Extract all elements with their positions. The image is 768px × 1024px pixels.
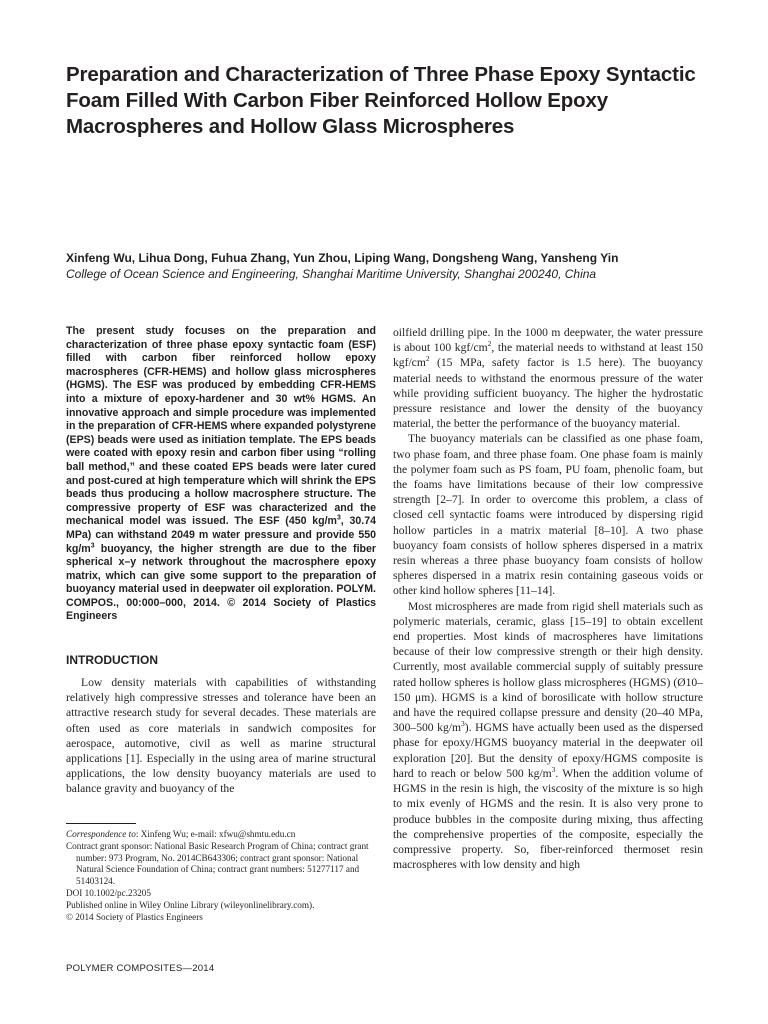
- correspondence-text: : Xinfeng Wu; e-mail: xfwu@shmtu.edu.cn: [135, 829, 296, 839]
- correspondence-label: Correspondence to: [66, 829, 136, 839]
- body-text: , the material needs to withstand at least 150 kgf/cm: [393, 341, 703, 370]
- abstract-superscript: 3: [336, 514, 341, 522]
- right-column: [393, 325, 703, 872]
- page-footer: POLYMER COMPOSITES—2014: [66, 963, 215, 974]
- published-note: Published online in Wiley Online Library (wileyonlinelibrary.com).: [66, 899, 315, 910]
- body-text: Most microspheres are made from rigid shell materials such as polymeric materials, ceramic, glass [15–19] to obtain excellent end properties. Most kinds of macrospheres have limitations because of their low compressive strength or their high density. Currently, most available commercial supply of suitably pressure rated hollow spheres is hollow glass microspheres (HGMS) (Ø10–150 μm). HGMS is a kind of borosilicate with hollow structure and have the required collapse pressure and density (20–40 MPa, 300–500 kg/m: [393, 599, 703, 735]
- correspondence-note: [66, 829, 376, 841]
- author-list: Xinfeng Wu, Lihua Dong, Fuhua Zhang, Yun Zhou, Liping Wang, Dongsheng Wang, Yansheng Yin: [66, 251, 619, 265]
- affiliation: College of Ocean Science and Engineering, Shanghai Maritime University, Shanghai 200240, China: [66, 267, 597, 281]
- section-heading-introduction: INTRODUCTION: [66, 653, 158, 667]
- body-paragraph: [393, 599, 703, 873]
- body-superscript: 3: [461, 719, 465, 729]
- footnote-divider: [66, 823, 136, 824]
- body-text: oilfield drilling pipe. In the 1000 m deepwater, the water pressure is about 100 kgf/cm: [393, 326, 703, 355]
- body-paragraph: [393, 325, 703, 431]
- footnotes: [66, 829, 376, 923]
- abstract-text-1: The present study focuses on the preparation and characterization of three phase epoxy syntactic foam (ESF) filled with carbon fiber reinforced hollow epoxy macrospheres (CFR-HEMS) and hollow glass microspheres (HGMS). The ESF was produced by embedding CFR-HEMS into a mixture of epoxy-hardener and 30 wt% HGMS. An innovative approach and simple procedure was implemented in the preparation of CFR-HEMS where expanded polystyrene (EPS) beads were used as initiation template. The EPS beads were coated with epoxy resin and carbon fiber using “rolling ball method,” and these coated EPS beads were later cured and post-cured at high temperature which will shrink the EPS beads thus producing a hollow macrosphere structure. The compressive property of ESF was characterized and the mechanical model was issued. The ESF (450 kg/m: [66, 325, 376, 528]
- grant-sponsor-note: Contract grant sponsor: National Basic Research Program of China; contract grant number: 973 Program, No. 2014CB643306; contract grant sponsor: National Natural Science Foundation of China; contract grant numbers: 51277117 and 51403124.: [66, 840, 369, 887]
- body-text: . When the addition volume of HGMS in the resin is high, the viscosity of the mixture is so high to mix evenly of HGMS and the resin. It is also very prone to produce bubbles in the composite during mixing, thus affecting the comprehensive properties of the composite, especially the compressive property. So, fiber-reinforced thermoset resin macrospheres with low density and high: [393, 766, 703, 872]
- body-superscript: 2: [425, 354, 430, 364]
- intro-column: [66, 675, 376, 797]
- body-text: (15 MPa, safety factor is 1.5 here). The buoyancy material needs to withstand the enormous pressure of the water while providing sufficient buoyancy. The higher the hydrostatic pressure resistance and lower the density of the buoyancy material, the better the performance of the buoyancy material.: [393, 356, 703, 431]
- copyright-note: © 2014 Society of Plastics Engineers: [66, 911, 203, 922]
- body-superscript: 3: [551, 765, 556, 775]
- abstract-text-2: , 30.74 MPa) can withstand 2049 m water pressure and provide 550 kg/m: [66, 515, 376, 555]
- abstract-superscript: 3: [90, 541, 95, 549]
- abstract-text-3: buoyancy, the higher strength are due to the fiber spherical x–y network throughout the macrosphere epoxy matrix, which can give some support to the preparation of buoyancy material used in deepwater oil exploration. POLYM. COMPOS., 00:000–000, 2014. © 2014 Society of Plastics Engineers: [66, 542, 376, 623]
- body-superscript: 2: [487, 339, 492, 349]
- abstract: [66, 325, 376, 624]
- intro-paragraph: Low density materials with capabilities of withstanding relatively high compressive stresses and tolerance have been an attractive research study for several decades. These materials are often used as core materials in sandwich composites for aerospace, automotive, civil as well as marine structural applications [1]. Especially in the using area of marine structural applications, the low density buoyancy materials are used to balance gravity and buoyancy of the: [66, 676, 376, 796]
- doi-note: DOI 10.1002/pc.23205: [66, 887, 151, 898]
- body-text: ). HGMS have actually been used as the dispersed phase for epoxy/HGMS buoyancy material in the deepwater oil exploration [20]. But the density of epoxy/HGMS composite is hard to reach or below 500 kg/m: [393, 721, 703, 780]
- body-paragraph: The buoyancy materials can be classified as one phase foam, two phase foam, and three phase foam. One phase foam is mainly the polymer foam such as PS foam, PU foam, phenolic foam, but the foams have limitations because of their low compressive strength [2–7]. In order to overcome this problem, a class of closed cell syntactic foams were introduced by dispersing rigid hollow particles in a matrix material [8–10]. A two phase buoyancy foam consists of hollow spheres dispersed in a matrix resin whereas a three phase buoyancy foam consists of hollow spheres dispersed in a matrix resin containing gaseous voids or other kind hollow spheres [11–14].: [393, 432, 703, 598]
- paper-title: Preparation and Characterization of Three Phase Epoxy Syntactic Foam Filled With Carbon Fiber Reinforced Hollow Epoxy Macrospheres and Hollow Glass Microspheres: [66, 63, 696, 138]
